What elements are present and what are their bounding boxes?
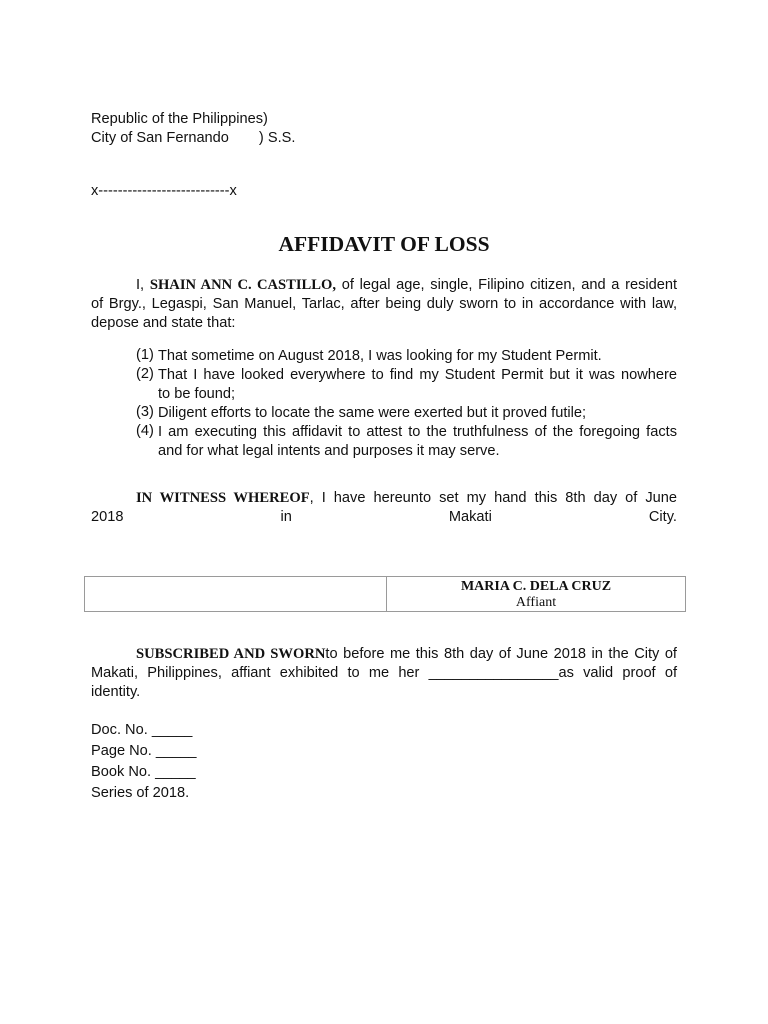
statement-text: That I have looked everywhere to find my Student Permit but it was nowhere	[158, 367, 677, 383]
intro-line-1	[91, 276, 677, 295]
ss-mark: ) S.S.	[258, 130, 296, 146]
series-year: Series of 2018.	[91, 785, 190, 801]
statement-text: That sometime on August 2018, I was looking for my Student Permit.	[158, 348, 602, 364]
statement-item	[136, 423, 677, 461]
intro-paragraph	[91, 276, 677, 333]
statement-item	[136, 404, 677, 423]
statement-text: I am executing this affidavit to attest to the truthfulness of the foregoing facts	[158, 424, 677, 440]
witness-word: City.	[648, 509, 677, 525]
witness-word: in	[280, 509, 292, 525]
republic-line: Republic of the Philippines)	[91, 111, 268, 127]
subscribed-line-2: Makati, Philippines, affiant exhibited to me her ________________as valid proof of	[91, 665, 677, 681]
statement-number: (4)	[136, 423, 154, 439]
statement-text: Diligent efforts to locate the same were exerted but it proved futile;	[158, 405, 587, 421]
subscribed-line-3: identity.	[91, 684, 141, 700]
page-number: Page No. _____	[91, 743, 197, 759]
statements-list	[136, 347, 677, 461]
intro-prefix: I,	[136, 277, 145, 293]
statement-item	[136, 347, 677, 366]
subscribed-paragraph	[91, 645, 677, 702]
city-name: City of San Fernando	[91, 130, 229, 146]
witness-word: 2018	[91, 509, 124, 525]
document-title: AFFIDAVIT OF LOSS	[278, 232, 490, 256]
book-number: Book No. _____	[91, 764, 196, 780]
doc-number: Doc. No. _____	[91, 722, 193, 738]
signature-blank-cell	[85, 577, 387, 611]
witness-line-1-rest: , I have hereunto set my hand this 8th day of June	[309, 490, 677, 506]
separator-line: x---------------------------x	[91, 183, 237, 199]
subscribed-line-1	[91, 645, 677, 664]
signatory-role: Affiant	[515, 595, 557, 610]
statement-number: (3)	[136, 404, 154, 420]
signature-table	[84, 576, 686, 612]
intro-line-2: of Brgy., Legaspi, San Manuel, Tarlac, after being duly sworn to in accordance with law,	[91, 296, 677, 312]
subscribed-lead: SUBSCRIBED AND SWORN	[136, 646, 326, 662]
witness-line-2	[91, 508, 677, 527]
venue-header	[91, 110, 295, 148]
statement-number: (2)	[136, 366, 154, 382]
witness-paragraph	[91, 489, 677, 527]
notary-record	[91, 720, 196, 804]
statement-text-cont: and for what legal intents and purposes it may serve.	[158, 443, 500, 459]
witness-lead: IN WITNESS WHEREOF	[136, 490, 310, 506]
statement-item	[136, 366, 677, 404]
statement-number: (1)	[136, 347, 154, 363]
subscribed-line-1-rest: to before me this 8th day of June 2018 in the City of	[325, 646, 677, 662]
intro-line-3: depose and state that:	[91, 315, 236, 331]
witness-word: Makati	[448, 509, 492, 525]
signature-cell	[387, 577, 685, 611]
signatory-name: MARIA C. DELA CRUZ	[460, 579, 612, 594]
intro-line-1-rest: of legal age, single, Filipino citizen, and a resident	[341, 277, 678, 293]
city-line	[91, 129, 295, 148]
witness-line-1	[91, 489, 677, 508]
affiant-name: SHAIN ANN C. CASTILLO,	[149, 277, 337, 293]
statement-text-cont: to be found;	[158, 386, 236, 402]
